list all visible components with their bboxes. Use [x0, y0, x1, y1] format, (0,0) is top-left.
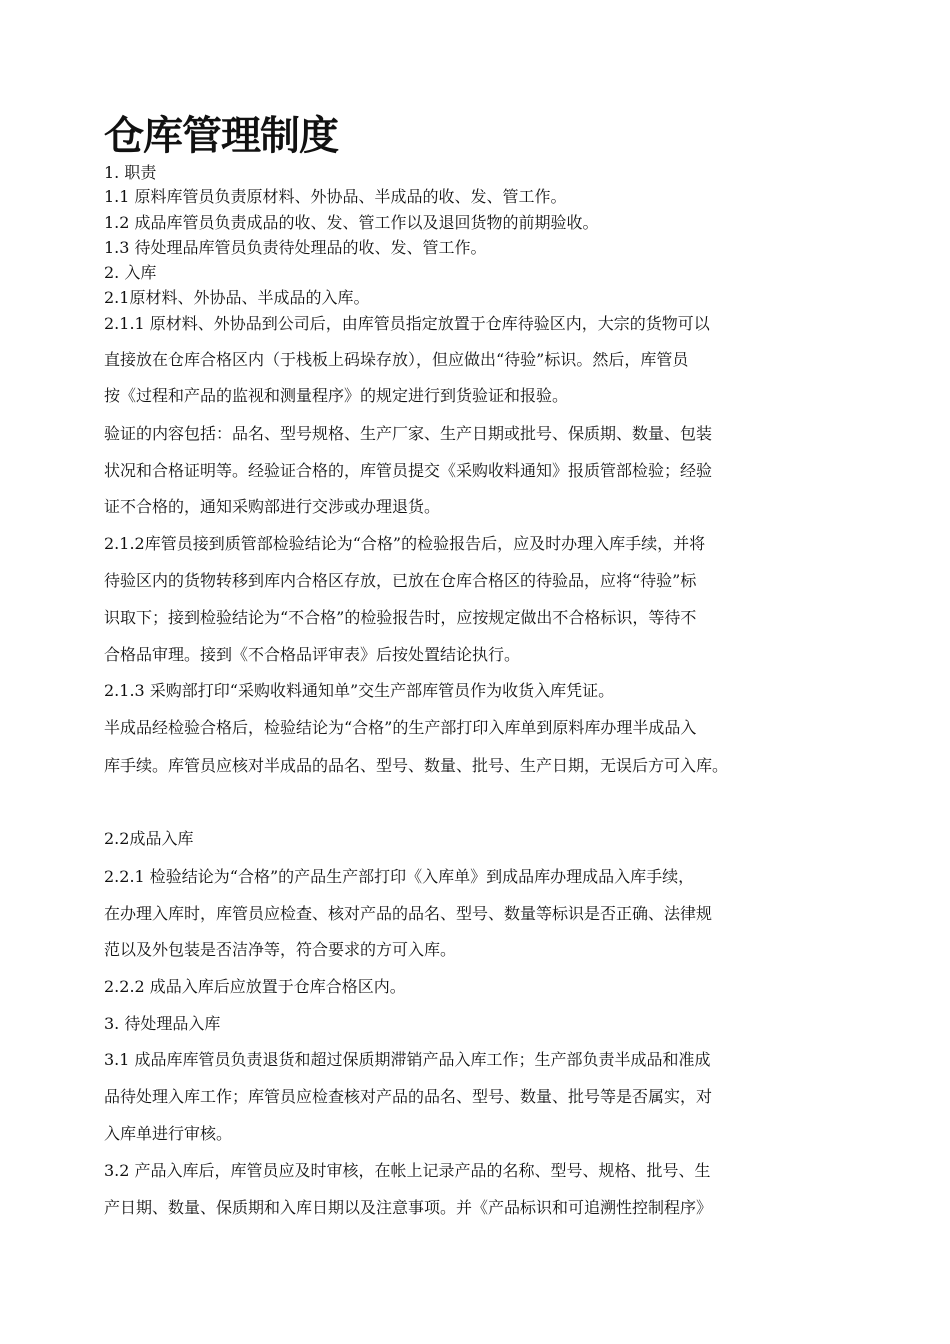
paragraph-line: 验证的内容包括：品名、型号规格、生产厂家、生产日期或批号、保质期、数量、包装 — [104, 424, 713, 443]
paragraph-line: 3.1 成品库库管员负责退货和超过保质期滞销产品入库工作；生产部负责半成品和准成 — [104, 1050, 711, 1069]
paragraph-line: 按《过程和产品的监视和测量程序》的规定进行到货验证和报验。 — [104, 386, 569, 405]
section-heading-1: 1. 职责 — [104, 163, 157, 182]
paragraph-line: 2.1.2库管员接到质管部检验结论为“合格”的检验报告后，应及时办理入库手续，并将 — [104, 534, 706, 553]
paragraph-line: 在办理入库时，库管员应检查、核对产品的品名、型号、数量等标识是否正确、法律规 — [104, 904, 713, 923]
paragraph-line: 状况和合格证明等。经验证合格的，库管员提交《采购收料通知》报质管部检验；经验 — [104, 461, 713, 480]
paragraph-line: 半成品经检验合格后，检验结论为“合格”的生产部打印入库单到原料库办理半成品入 — [104, 718, 697, 737]
paragraph-line: 2.1.1 原材料、外协品到公司后，由库管员指定放置于仓库待验区内，大宗的货物可以 — [104, 314, 710, 333]
paragraph-line: 2.2.2 成品入库后应放置于仓库合格区内。 — [104, 977, 406, 996]
paragraph-line: 1.1 原料库管员负责原材料、外协品、半成品的收、发、管工作。 — [104, 187, 567, 206]
subsection-heading: 2.2成品入库 — [104, 829, 194, 848]
paragraph-line: 直接放在仓库合格区内（于栈板上码垛存放），但应做出“待验”标识。然后，库管员 — [104, 350, 689, 369]
document-title: 仓库管理制度 — [104, 113, 338, 159]
section-heading-3: 3. 待处理品入库 — [104, 1014, 221, 1033]
paragraph-line: 入库单进行审核。 — [104, 1124, 233, 1143]
paragraph-line: 库手续。库管员应核对半成品的品名、型号、数量、批号、生产日期，无误后方可入库。 — [104, 756, 729, 775]
paragraph-line: 范以及外包装是否洁净等，符合要求的方可入库。 — [104, 940, 457, 959]
paragraph-line: 品待处理入库工作；库管员应检查核对产品的品名、型号、数量、批号等是否属实，对 — [104, 1087, 713, 1106]
paragraph-line: 合格品审理。接到《不合格品评审表》后按处置结论执行。 — [104, 645, 521, 664]
paragraph-line: 识取下；接到检验结论为“不合格”的检验报告时，应按规定做出不合格标识，等待不 — [104, 608, 697, 627]
paragraph-line: 3.2 产品入库后，库管员应及时审核，在帐上记录产品的名称、型号、规格、批号、生 — [104, 1161, 711, 1180]
subsection-heading: 2.1原材料、外协品、半成品的入库。 — [104, 288, 370, 307]
section-heading-2: 2. 入库 — [104, 263, 157, 282]
paragraph-line: 证不合格的，通知采购部进行交涉或办理退货。 — [104, 497, 441, 516]
paragraph-line: 产日期、数量、保质期和入库日期以及注意事项。并《产品标识和可追溯性控制程序》 — [104, 1198, 713, 1217]
paragraph-line: 1.2 成品库管员负责成品的收、发、管工作以及退回货物的前期验收。 — [104, 213, 599, 232]
paragraph-line: 2.2.1 检验结论为“合格”的产品生产部打印《入库单》到成品库办理成品入库手续， — [104, 867, 695, 886]
paragraph-line: 待验区内的货物转移到库内合格区存放，已放在仓库合格区的待验品，应将“待验”标 — [104, 571, 697, 590]
paragraph-line: 2.1.3 采购部打印“采购收料通知单”交生产部库管员作为收货入库凭证。 — [104, 681, 615, 700]
paragraph-line: 1.3 待处理品库管员负责待处理品的收、发、管工作。 — [104, 238, 487, 257]
